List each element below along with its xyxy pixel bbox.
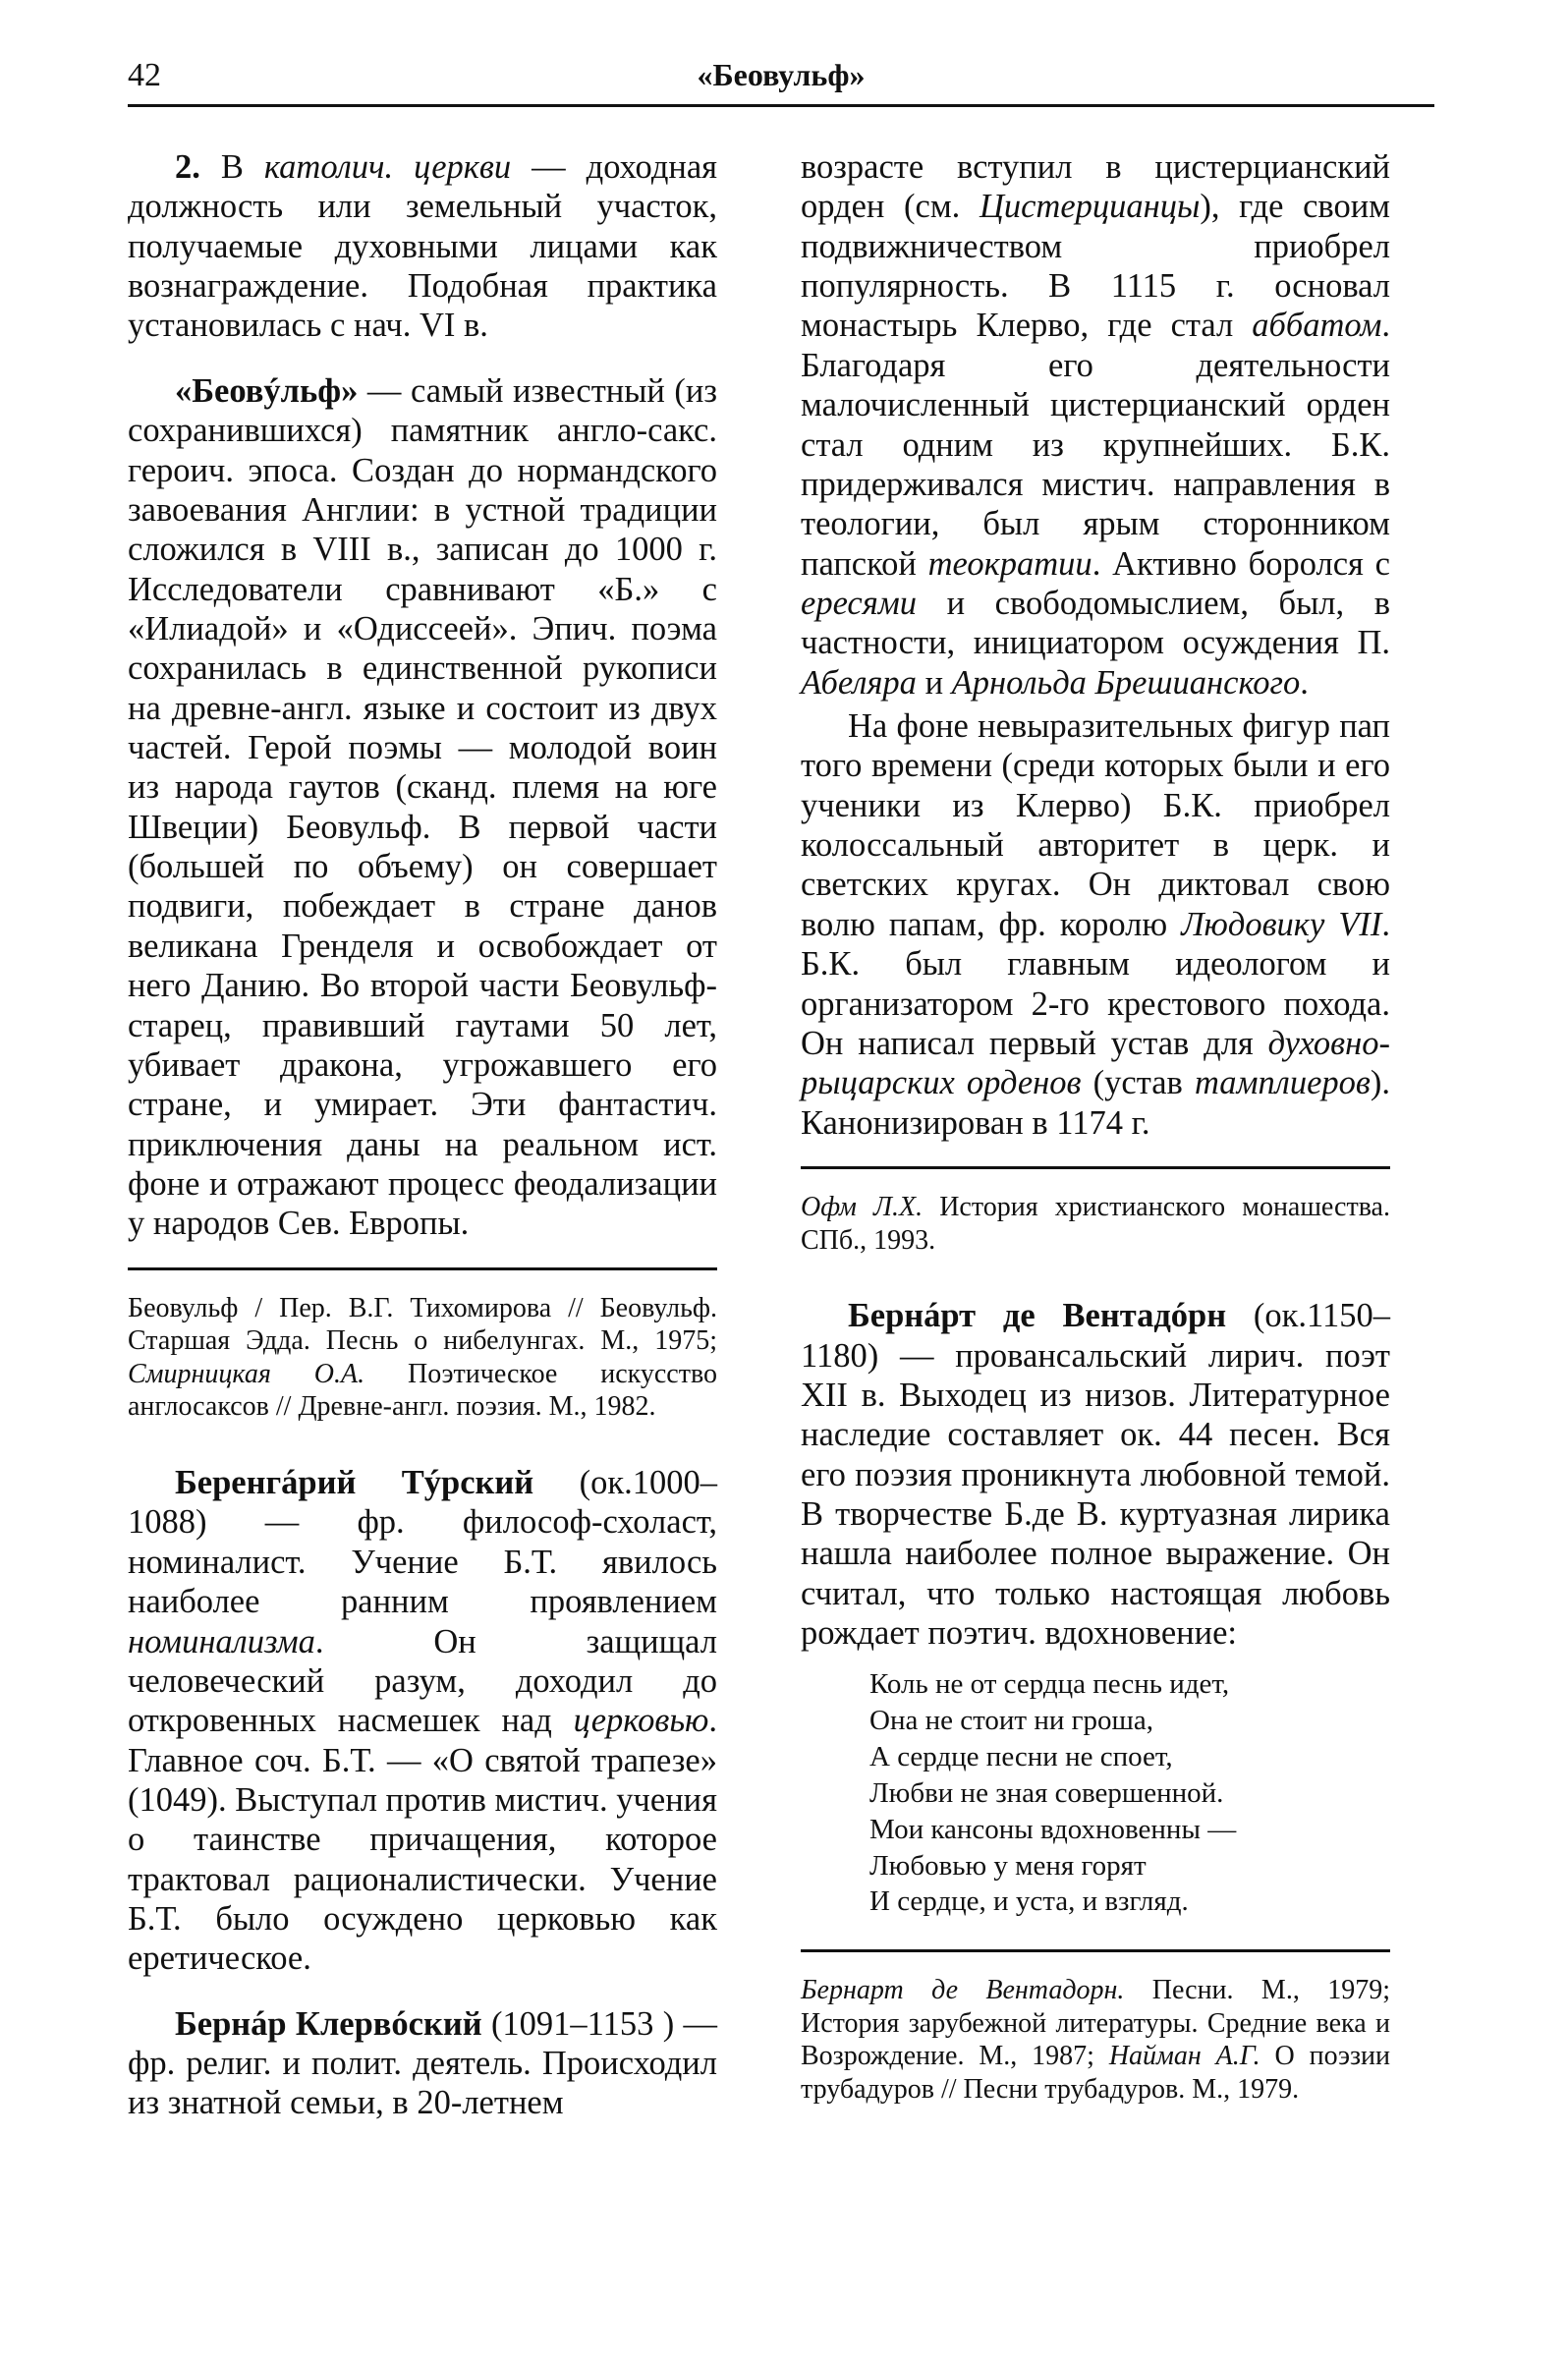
entry-bernard-continued: возрасте вступил в цистерцианский орден (см. Цистерцианцы), где своим подвижничеством приобрел популярность. В 1115 г. основал монастырь Клерво, где стал аббатом. Благодаря его деятельности малочисленный цистерцианский орден стал одним из крупнейших. Б.К. придерживался мистич. направления в теологии, был ярым сторонником папской теократии. Активно боролся с ересями и свободомыслием, был, в частности, инициатором осуждения П. Абеляра и Арнольда Брешианского. bbox=[801, 148, 1390, 702]
right-column bbox=[801, 147, 1390, 2107]
separator-rule bbox=[801, 1949, 1390, 1952]
poem-quote bbox=[869, 1666, 1390, 1920]
header-rule bbox=[128, 104, 1434, 107]
poem-line: Она не стоит ни гроша, bbox=[869, 1705, 1153, 1737]
poem-line: Любовью у меня горят bbox=[869, 1849, 1147, 1882]
separator-rule bbox=[801, 1166, 1390, 1169]
entry-beowulf: «Беовýльф» — самый известный (из сохранившихся) памятник англо-сакс. героич. эпоса. Создан до нормандского завоевания Англии: в устной традиции сложился в VIII в., записан до 1000 г. Исследователи сравнивают «Б.» с «Илиадой» и «Одиссеей». Эпич. поэма сохранилась в единственной рукописи на древне-англ. языке и состоит из двух частей. Герой поэмы — молодой воин из народа гаутов (сканд. племя на юге Швеции) Беовульф. В первой части (большей по объему) он совершает подвиги, побеждает в стране данов великана Гренделя и освобождает от него Данию. Во второй части Беовульф-старец, правивший гаутами 50 лет, убивает дракона, угрожавшего его стране, и умирает. Эти фантастич. приключения даны на реальном ист. фоне и отражают процесс феодализации у народов Сев. Европы. bbox=[128, 371, 717, 1243]
left-column bbox=[128, 147, 717, 2123]
item-number: 2. bbox=[175, 148, 200, 186]
entry-berengar: Беренгáрий Тýрский (ок.1000–1088) — фр. философ-схоласт, номиналист. Учение Б.Т. явилось наиболее ранним проявлением номинализма. Он защищал человеческий разум, доходил до откровенных насмешек над церковью. Главное соч. Б.Т. — «О святой трапезе» (1049). Выступал против мистич. учения о таинстве причащения, которое трактовал рационалистически. Учение Б.Т. было осуждено церковью как еретическое. bbox=[128, 1464, 717, 1978]
bibliography-bernard: Офм Л.Х. История христианского монашества. СПб., 1993. bbox=[801, 1191, 1390, 1256]
entry-continuation: 2. В католич. церкви — доходная должность или земельный участок, получаемые духовными лицами как вознаграждение. Подобная практика установилась с нач. VI в. bbox=[128, 148, 718, 345]
entry-bernard-paragraph: На фоне невыразительных фигур пап того времени (среди которых были и его ученики из Клерво) Б.К. приобрел колоссальный авторитет в церк. и светских кругах. Он диктовал свою волю папам, фр. королю Людовику VII. Б.К. был главным идеологом и организатором 2-го крестового похода. Он написал первый устав для духовно-рыцарских орденов (устав тамплиеров). Канонизирован в 1174 г. bbox=[801, 707, 1391, 1142]
entry-bernart: Бернáрт де Вентадóрн (ок.1150–1180) — провансальский лирич. поэт XII в. Выходец из низов. Литературное наследие составляет ок. 44 песен. Вся его поэзия проникнута любовной темой. В творчестве Б.де В. куртуазная лирика нашла наиболее полное выражение. Он считал, что только настоящая любовь рождает поэтич. вдохновение: bbox=[801, 1297, 1390, 1653]
bibliography-bernart: Бернарт де Вентадорн. Песни. М., 1979; История зарубежной литературы. Средние века и Возрождение. М., 1987; Найман А.Г. О поэзии трубадуров // Песни трубадуров. М., 1979. bbox=[801, 1975, 1391, 2105]
page-number: 42 bbox=[128, 57, 161, 93]
poem-line: Любви не зная совершенной. bbox=[869, 1776, 1224, 1809]
page-header bbox=[128, 57, 1434, 106]
bibliography-beowulf: Беовульф / Пер. В.Г. Тихомирова // Беовульф. Старшая Эдда. Песнь о нибелунгах. М., 1975; Смирницкая О.А. Поэтическое искусство англосаксов // Древне-англ. поэзия. М., 1982. bbox=[128, 1292, 717, 1423]
entry-headword: Беренгáрий Тýрский bbox=[175, 1464, 534, 1502]
entry-headword: Бернáрт де Вентадóрн bbox=[848, 1297, 1227, 1335]
poem-line: Коль не от сердца песнь идет, bbox=[869, 1668, 1230, 1701]
poem-line: А сердце песни не споет, bbox=[869, 1741, 1173, 1773]
running-title: «Беовульф» bbox=[697, 57, 866, 92]
entry-bernard: Бернáр Клервóский (1091–1153 ) — фр. религ. и полит. деятель. Происходил из знатной семьи, в 20-летнем bbox=[128, 2004, 718, 2122]
entry-headword: Бернáр Клервóский bbox=[175, 2004, 482, 2043]
poem-line: И сердце, и уста, и взгляд. bbox=[869, 1885, 1189, 1918]
poem-line: Мои кансоны вдохновенны — bbox=[869, 1813, 1237, 1845]
separator-rule bbox=[128, 1267, 717, 1270]
entry-headword: «Беовýльф» bbox=[175, 371, 359, 410]
